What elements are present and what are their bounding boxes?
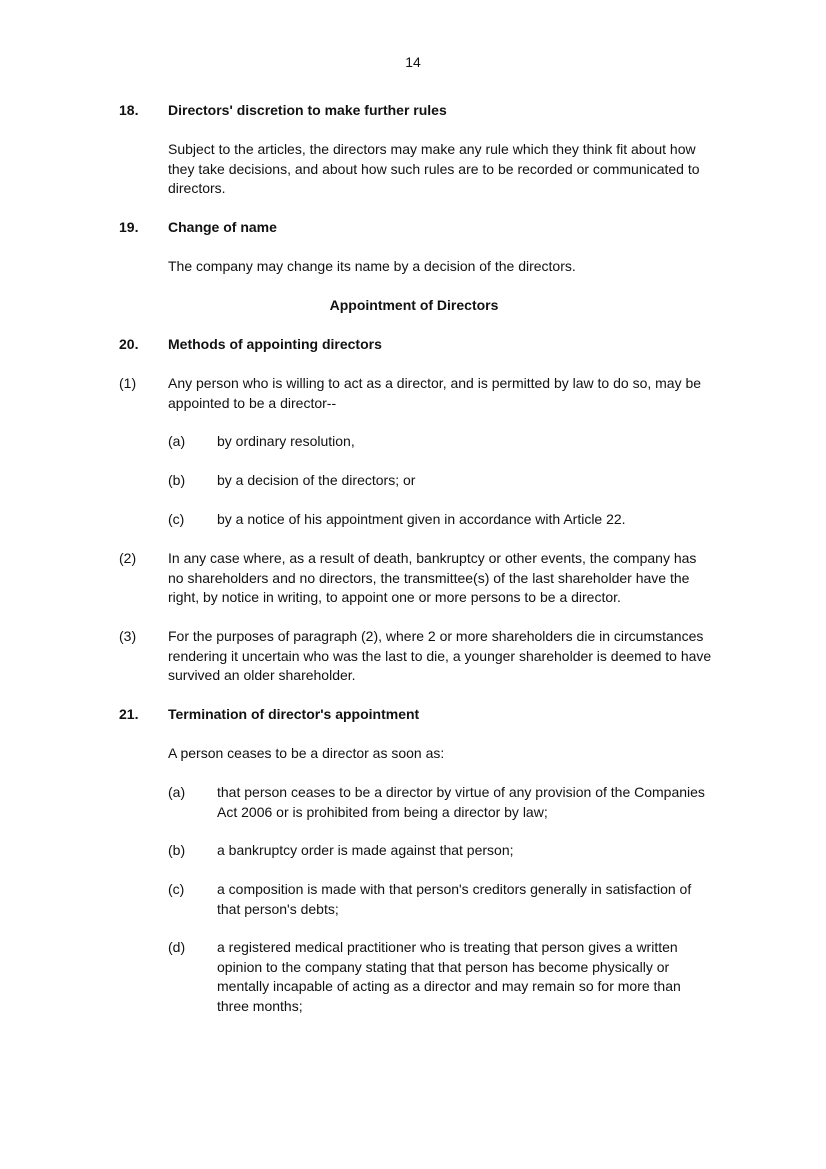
- page-number: 14: [405, 54, 421, 70]
- article-paragraph: A person ceases to be a director as soon as:: [168, 745, 445, 761]
- item-label: (a): [168, 784, 186, 800]
- article-number: 19.: [119, 219, 139, 235]
- item-label: (b): [168, 472, 186, 488]
- paragraph-number: (1): [119, 375, 137, 391]
- article-number: 21.: [119, 706, 139, 722]
- article-paragraph: Subject to the articles, the directors may make any rule which they think fit about how they take decisions, and about how such rules are to be recorded or communicated to directors.: [168, 141, 700, 196]
- article-paragraph: The company may change its name by a decision of the directors.: [168, 258, 576, 274]
- paragraph-number: (2): [119, 550, 137, 566]
- item-label: (c): [168, 511, 185, 527]
- section-heading: [0, 296, 826, 316]
- article-title: Change of name: [168, 219, 277, 235]
- item-label: (c): [168, 881, 185, 897]
- item-text: a composition is made with that person's creditors generally in satisfaction of that person's debts;: [217, 881, 692, 917]
- item-label: (a): [168, 433, 186, 449]
- paragraph-text: In any case where, as a result of death, bankruptcy or other events, the company has no shareholders and no directors, the transmittee(s) of the last shareholder have the right, by notice in writing, to appoint one or more persons to be a director.: [168, 550, 697, 605]
- item-text: that person ceases to be a director by virtue of any provision of the Companies Act 2006 or is prohibited from being a director by law;: [217, 784, 705, 820]
- paragraph-number: (3): [119, 628, 137, 644]
- article-number: 20.: [119, 336, 139, 352]
- article-number: 18.: [119, 102, 139, 118]
- item-text: by ordinary resolution,: [217, 433, 355, 449]
- article-title: Directors' discretion to make further rules: [168, 102, 447, 118]
- section-heading-text: Appointment of Directors: [329, 297, 499, 313]
- article-title: Termination of director's appointment: [168, 706, 420, 722]
- item-label: (b): [168, 842, 186, 858]
- item-label: (d): [168, 939, 186, 955]
- item-text: a registered medical practitioner who is treating that person gives a written opinion to the company stating that that person has become physically or mentally incapable of acting as a director and may remain so for more than three months;: [217, 939, 681, 1014]
- item-text: by a decision of the directors; or: [217, 472, 416, 488]
- article-title: Methods of appointing directors: [168, 336, 382, 352]
- paragraph-text: Any person who is willing to act as a director, and is permitted by law to do so, may be appointed to be a director--: [168, 375, 702, 411]
- paragraph-text: For the purposes of paragraph (2), where 2 or more shareholders die in circumstances rendering it uncertain who was the last to die, a younger shareholder is deemed to have survived an older shareholder.: [168, 628, 712, 683]
- item-text: a bankruptcy order is made against that person;: [217, 842, 514, 858]
- item-text: by a notice of his appointment given in accordance with Article 22.: [217, 511, 626, 527]
